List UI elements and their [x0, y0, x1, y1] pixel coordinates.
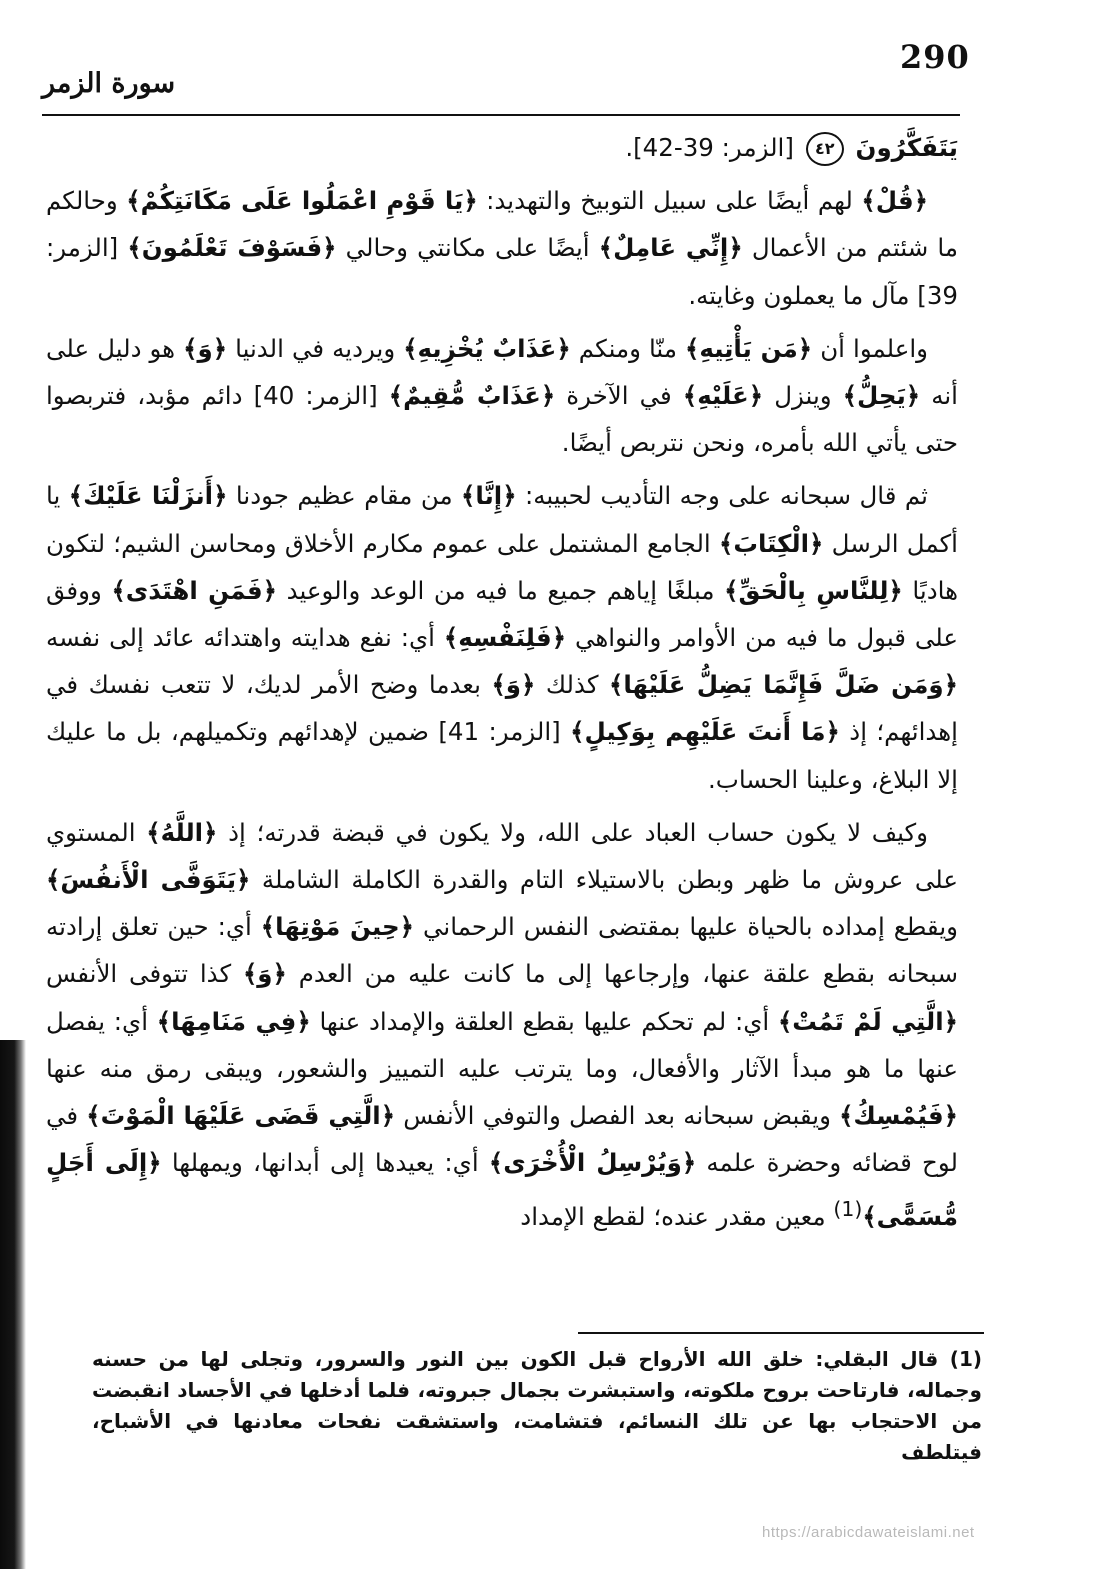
commentary: من مقام عظيم جودنا	[235, 481, 453, 511]
footnote-marker: (1)	[949, 1347, 982, 1371]
quran-quote: ﴿أَنزَلْنَا عَلَيْكَ﴾	[68, 481, 228, 511]
footnote-block	[92, 1344, 982, 1468]
footnote-divider	[578, 1332, 984, 1334]
commentary: أي: يعيدها إلى أبدانها، ويمهلها	[171, 1148, 479, 1178]
quran-quote: ﴿فَسَوْفَ تَعْلَمُونَ﴾	[127, 233, 337, 263]
commentary: المستوي على عروش ما ظهر وبطن بالاستيلاء التام والقدرة الكاملة الشاملة	[46, 817, 958, 895]
commentary: الجامع المشتمل على عموم مكارم الأخلاق ومحاسن الشيم؛ لتكون هاديًا	[46, 528, 959, 605]
quran-quote: ﴿مَن يَأْتِيهِ﴾	[685, 333, 813, 363]
commentary: ويرديه في الدنيا	[235, 333, 396, 363]
quran-quote: ﴿وَ﴾	[242, 959, 287, 989]
commentary: بعدما وضح الأمر لديك، لا تتعب نفسك في إهدائهم؛ إذ	[46, 670, 958, 747]
scan-shadow-edge	[0, 1040, 26, 1569]
commentary: مبلغًا إياهم جميع ما فيه من الوعد والوعيد	[286, 575, 715, 605]
quran-quote: ﴿عَلَيْهِ﴾	[682, 381, 764, 411]
quran-quote: ﴿فِي مَنَامِهَا﴾	[156, 1006, 311, 1036]
commentary: يا أكمل الرسل	[46, 481, 958, 558]
commentary: كذا تتوفى الأنفس	[46, 959, 232, 989]
quran-quote: ﴿فَيُمْسِكُ﴾	[839, 1101, 959, 1131]
paragraph-3	[46, 325, 958, 467]
quran-quote: ﴿إِلَى أَجَلٍ مُّسَمًّى﴾	[46, 1148, 958, 1232]
header-divider	[42, 114, 960, 116]
commentary: أيضًا على مكانتي وحالي	[345, 233, 590, 263]
commentary: كذلك	[545, 670, 599, 700]
quran-quote: ﴿يَتَوَفَّى الْأَنفُسَ﴾	[46, 865, 251, 895]
main-text	[46, 124, 958, 1241]
commentary: أي: لم تحكم عليها بقطع العلقة والإمداد عنها	[319, 1006, 770, 1036]
quran-quote: ﴿وَ﴾	[183, 333, 228, 363]
paragraph-4	[46, 472, 958, 802]
commentary: أي: يفصل عنها ما هو مبدأ الآثار والأفعال، وما يترتب عليه التمييز والشعور، ويبقى رمق منه عنها	[46, 1006, 958, 1083]
quran-quote: ﴿عَذَابٌ مُّقِيمٌ﴾	[388, 381, 556, 411]
commentary: لهم أيضًا على سبيل التوبيخ والتهديد:	[486, 186, 853, 216]
page-number: 290	[900, 38, 970, 76]
quran-quote: ﴿لِلنَّاسِ بِالْحَقِّ﴾	[724, 575, 903, 605]
commentary: ويقطع إمداده بالحياة عليها بمقتضى النفس الرحماني	[422, 912, 958, 942]
quran-quote: ﴿الْكِتَابَ﴾	[719, 528, 824, 558]
commentary: أي: حين تعلق إرادته سبحانه بقطع علقة عنها، وإرجاعها إلى ما كانت عليه من العدم	[46, 912, 958, 989]
quran-quote: ﴿عَذَابٌ يُخْزِيهِ﴾	[403, 333, 571, 363]
quran-quote: ﴿فَمَنِ اهْتَدَى﴾	[111, 575, 278, 605]
quran-quote: ﴿وَيُرْسِلُ الْأُخْرَى﴾	[488, 1148, 697, 1178]
commentary: ثم قال سبحانه على وجه التأديب لحبيبه:	[525, 481, 928, 511]
paragraph-2	[46, 177, 958, 319]
commentary: وينزل	[774, 381, 832, 411]
commentary: [الزمر: 39] مآل ما يعملون وغايته.	[46, 233, 958, 310]
commentary: ويقبض سبحانه بعد الفصل والتوفي الأنفس	[403, 1101, 831, 1131]
quran-quote: ﴿مَا أَنتَ عَلَيْهِم بِوَكِيلٍ﴾	[570, 717, 840, 747]
paragraph-5	[46, 809, 958, 1241]
commentary: منّا ومنكم	[578, 333, 677, 363]
quran-quote: ﴿الَّتِي قَضَى عَلَيْهَا الْمَوْتَ﴾	[86, 1101, 396, 1131]
quran-quote: ﴿يَحِلُّ﴾	[842, 381, 921, 411]
source-watermark: https://arabicdawateislami.net	[762, 1524, 975, 1541]
quran-quote: ﴿وَ﴾	[491, 670, 536, 700]
surah-running-title: سورة الزمر	[42, 68, 176, 99]
quran-quote: ﴿إِنِّي عَامِلٌ﴾	[598, 233, 743, 263]
commentary: هو دليل على أنه	[46, 333, 958, 411]
quran-quote: ﴿الَّتِي لَمْ تَمُتْ﴾	[777, 1006, 958, 1036]
quran-quote: ﴿حِينَ مَوْتِهَا﴾	[260, 912, 415, 942]
commentary: في لوح قضائه وحضرة علمه	[46, 1101, 958, 1178]
ayah-number-marker: ٤٢	[806, 132, 844, 166]
footnote-reference: (1)	[833, 1197, 863, 1222]
quran-quote: ﴿وَمَن ضَلَّ فَإِنَّمَا يَضِلُّ عَلَيْهَا﴾	[609, 670, 958, 700]
surah-reference: [الزمر: 39-42].	[625, 133, 794, 162]
commentary: [الزمر: 41] ضمين لإهدائهم وتكميلهم، بل ما عليك إلا البلاغ، وعلينا الحساب.	[46, 717, 958, 794]
quran-quote: ﴿اللَّهُ﴾	[146, 817, 218, 847]
commentary: أي: نفع هدايته واهتدائه عائد إلى نفسه	[46, 623, 435, 653]
footnote-1	[92, 1344, 982, 1468]
paragraph-1	[46, 124, 958, 171]
quran-quote: ﴿يَا قَوْمِ اعْمَلُوا عَلَى مَكَانَتِكُمْ﴾	[126, 186, 478, 216]
commentary: في الآخرة	[566, 381, 672, 411]
commentary: [الزمر: 40] دائم مؤبد، فتربصوا حتى يأتي الله بأمره، ونحن نتربص أيضًا.	[46, 381, 958, 458]
commentary: وكيف لا يكون حساب العباد على الله، ولا يكون في قبضة قدرته؛ إذ	[228, 817, 928, 847]
commentary: واعلموا أن	[820, 333, 929, 363]
commentary: معين مقدر عنده؛ لقطع الإمداد	[520, 1202, 826, 1232]
quran-quote: ﴿فَلِنَفْسِهِ﴾	[443, 623, 567, 653]
quran-quote: ﴿قُلْ﴾	[861, 186, 928, 216]
quran-word: يَتَفَكَّرُونَ	[855, 133, 958, 162]
quran-quote: ﴿إِنَّا﴾	[461, 481, 517, 511]
commentary: وحالكم ما شئتم من الأعمال	[46, 186, 959, 263]
footnote-text: قال البقلي: خلق الله الأرواح قبل الكون بين النور والسرور، وتجلى لها من حسنه وجماله، فارتاحت بروح ملكوته، واستبشرت بجمال جبروته، فلما أدخلها في الأجساد انقبضت من الاحتجاب بها عن تلك النسائم، فتشامت، واستشقت نفحات معادنها في الأشباح، فيتلطف	[92, 1347, 982, 1464]
commentary: ووفق على قبول ما فيه من الأوامر والنواهي	[46, 575, 958, 653]
